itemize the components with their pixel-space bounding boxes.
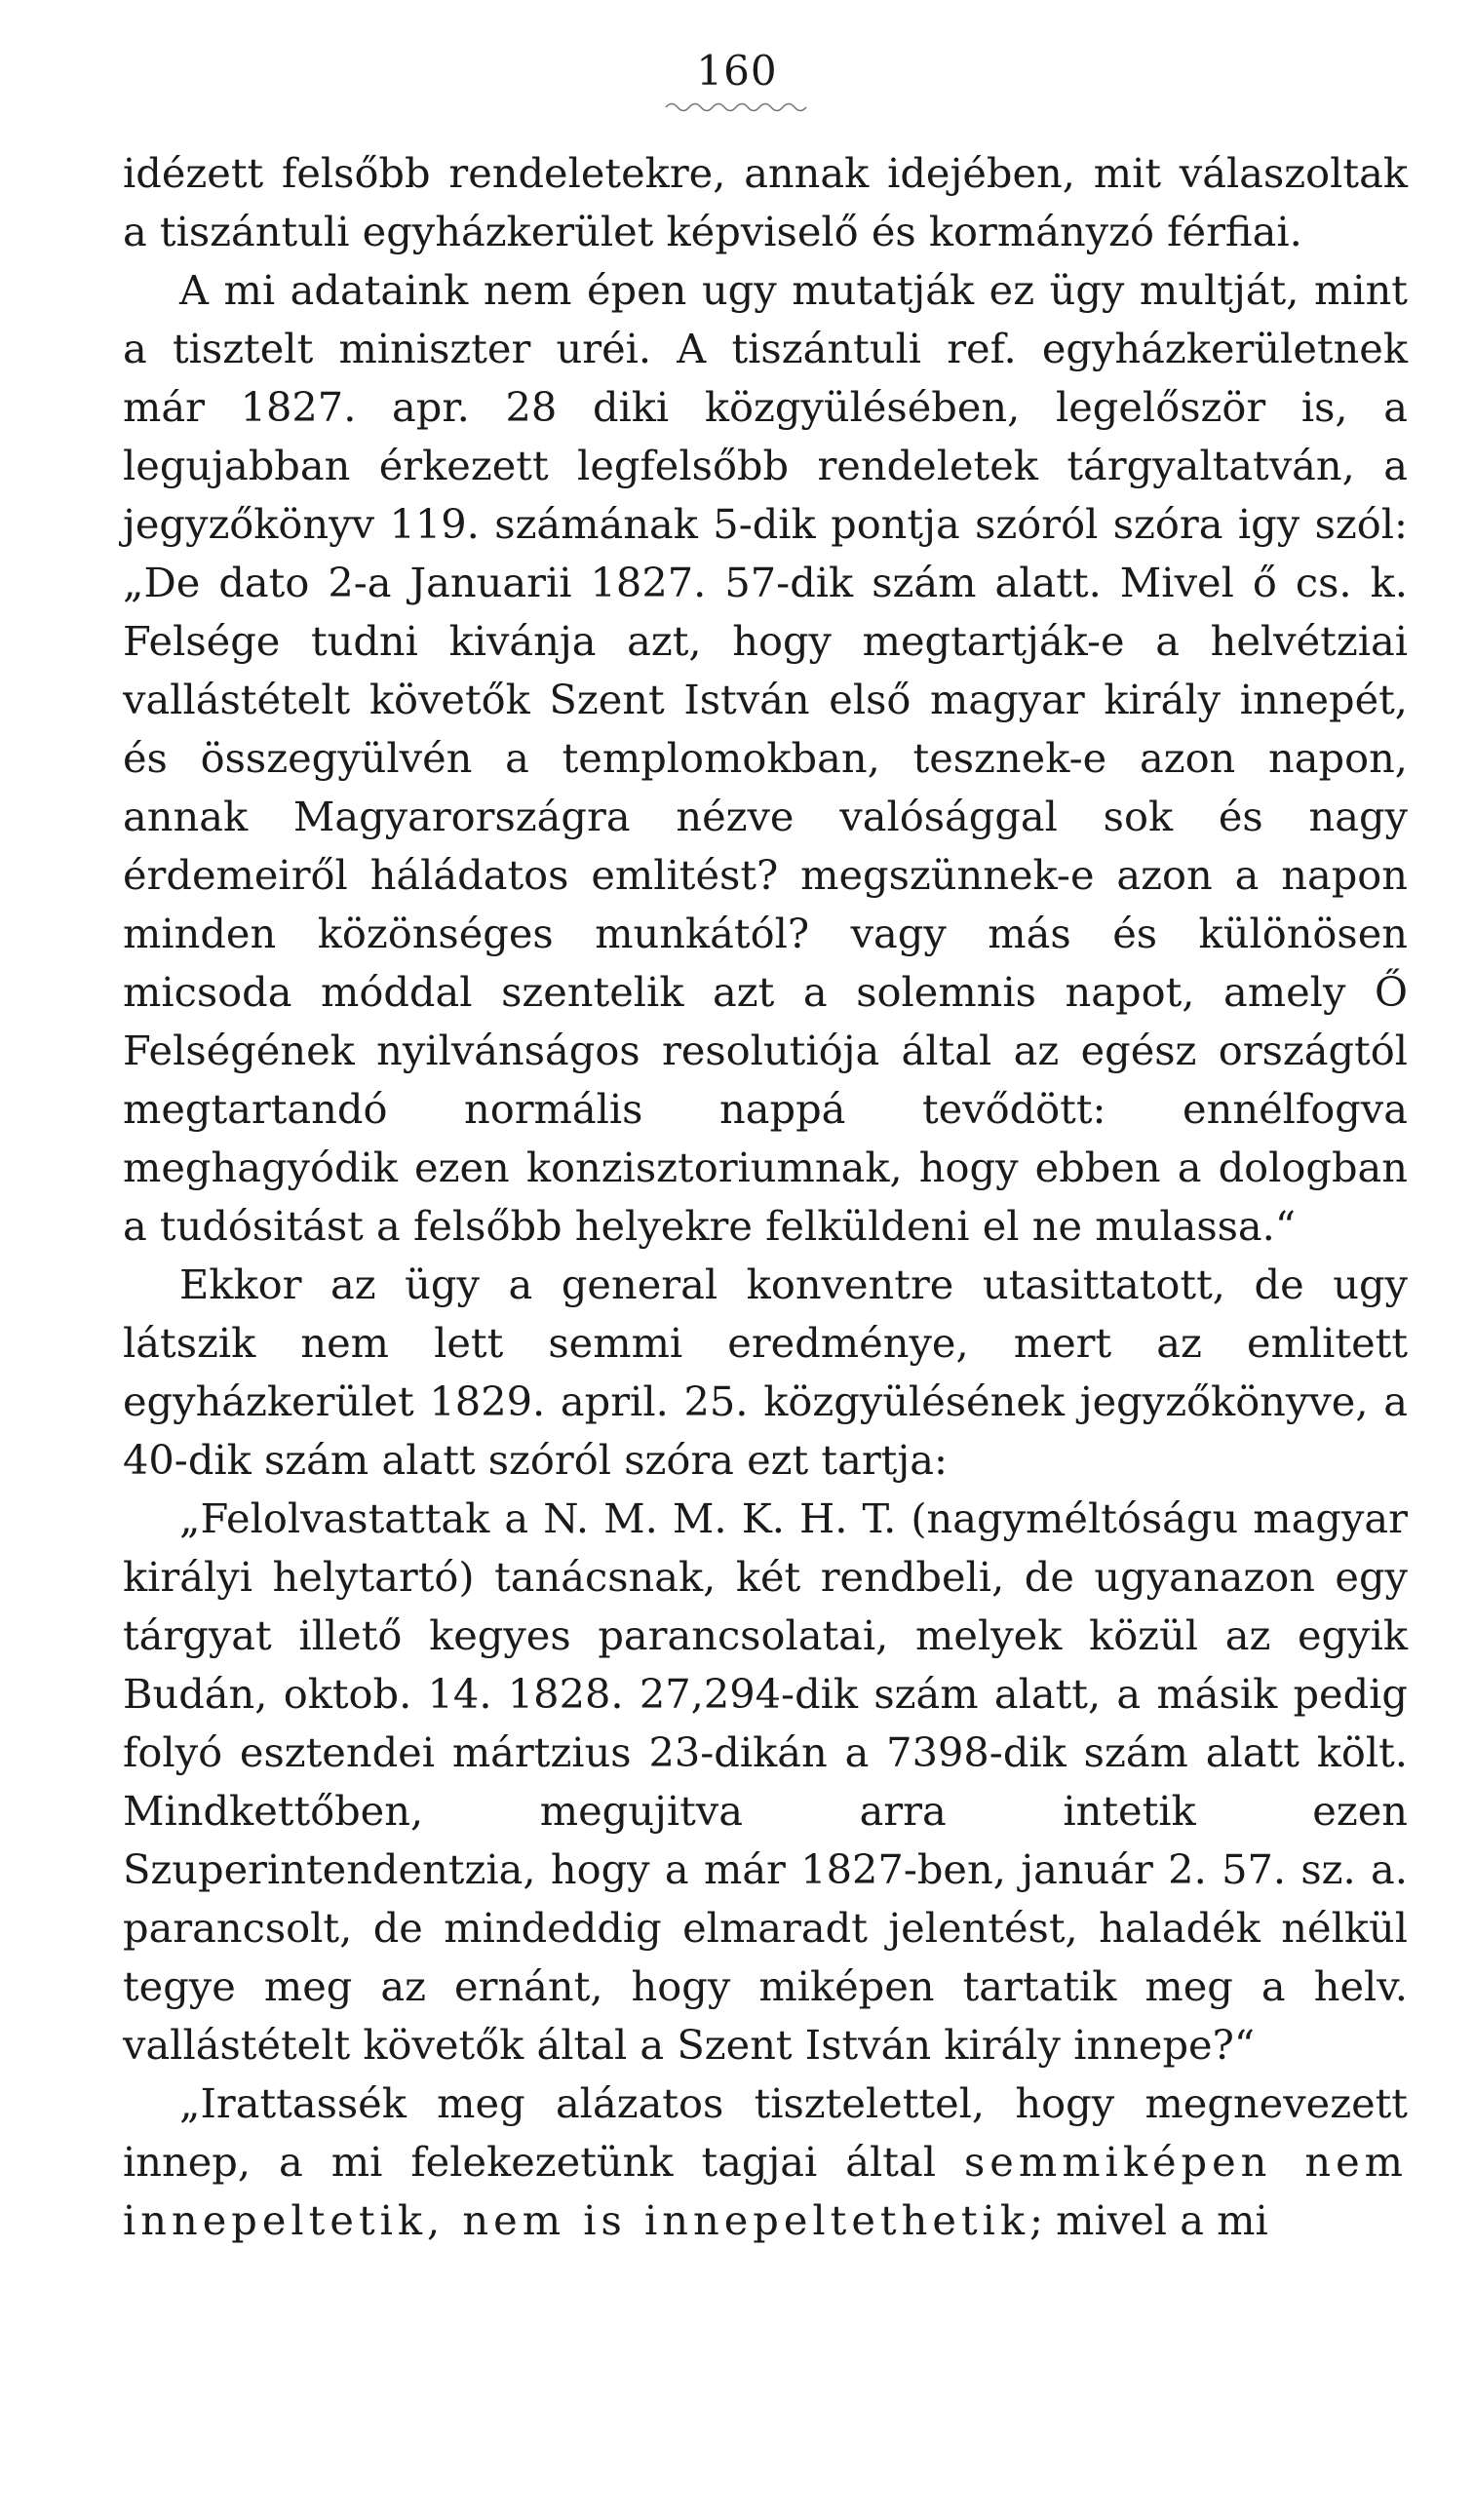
page-number-ornament bbox=[664, 99, 810, 115]
wavy-rule bbox=[666, 104, 806, 111]
paragraph-4: „Felolvastattak a N. M. M. K. H. T. (nagyméltóságu magyar királyi helytartó) tanácsnak, két rendbeli, de ugyanazon egy tárgyat illető kegyes parancsolatai, melyek közül az egyik Budán, oktob. 14. 1828. 27,294-dik szám alatt, a másik pedig folyó esztendei mártzius 23-dikán a 7398-dik szám alatt költ. Mindkettőben, megujitva arra intetik ezen Szuperintendentzia, hogy a már 1827-ben, január 2. 57. sz. a. parancsolt, de mindeddig elmaradt jelentést, haladék nélkül tegye meg az ernánt, hogy miképen tartatik meg a helv. vallástételt követők által a Szent István király innepe?“ bbox=[123, 1494, 1408, 2069]
body-text bbox=[123, 144, 1408, 2250]
paragraph-1: idézett felsőbb rendeletekre, annak idejében, mit válaszoltak a tiszántuli egyházkerület képviselő és kormányzó férfiai. bbox=[123, 149, 1408, 255]
paragraph-2: A mi adataink nem épen ugy mutatják ez ügy multját, mint a tisztelt miniszter uréi. A tiszántuli ref. egyházkerületnek már 1827. apr. 28 diki közgyülésében, legelőször is, a legujabban érkezett legfelsőbb rendeletek tárgyaltatván, a jegyzőkönyv 119. számának 5-dik pontja szóról szóra igy szól: „De dato 2-a Januarii 1827. 57-dik szám alatt. Mivel ő cs. k. Felsége tudni kivánja azt, hogy megtartják-e a helvétziai vallástételt követők Szent István első magyar király innepét, és összegyülvén a templomokban, tesznek-e azon napon, annak Magyarországra nézve valósággal sok és nagy érdemeiről háládatos emlitést? megszünnek-e azon a napon minden közönséges munkától? vagy más és különösen micsoda móddal szentelik azt a solemnis napot, amely Ő Felségének nyilvánságos resolutiója által az egész országtól megtartandó normális nappá tevődött: ennélfogva meghagyódik ezen konzisztoriumnak, hogy ebben a dologban a tudósitást a felsőbb helyekre felküldeni el ne mulassa.“ bbox=[123, 266, 1408, 1250]
emphasized-text: semmiképen nem innepeltetik, nem is innepeltethetik bbox=[123, 2138, 1408, 2244]
paragraph-5 bbox=[123, 2074, 1408, 2250]
paragraph-5-end: ; mivel a mi bbox=[1028, 2196, 1268, 2244]
paragraph-3: Ekkor az ügy a general konventre utasittatott, de ugy látszik nem lett semmi eredménye, mert az emlitett egyházkerület 1829. april. 25. közgyülésének jegyzőkönyve, a 40-dik szám alatt szóról szóra ezt tartja: bbox=[123, 1260, 1408, 1484]
paragraph-5-start: „Irattassék meg alázatos tisztelettel, hogy megnevezett innep, a mi felekezetünk tagjai által bbox=[123, 2079, 1408, 2186]
page-number: 160 bbox=[696, 47, 778, 95]
